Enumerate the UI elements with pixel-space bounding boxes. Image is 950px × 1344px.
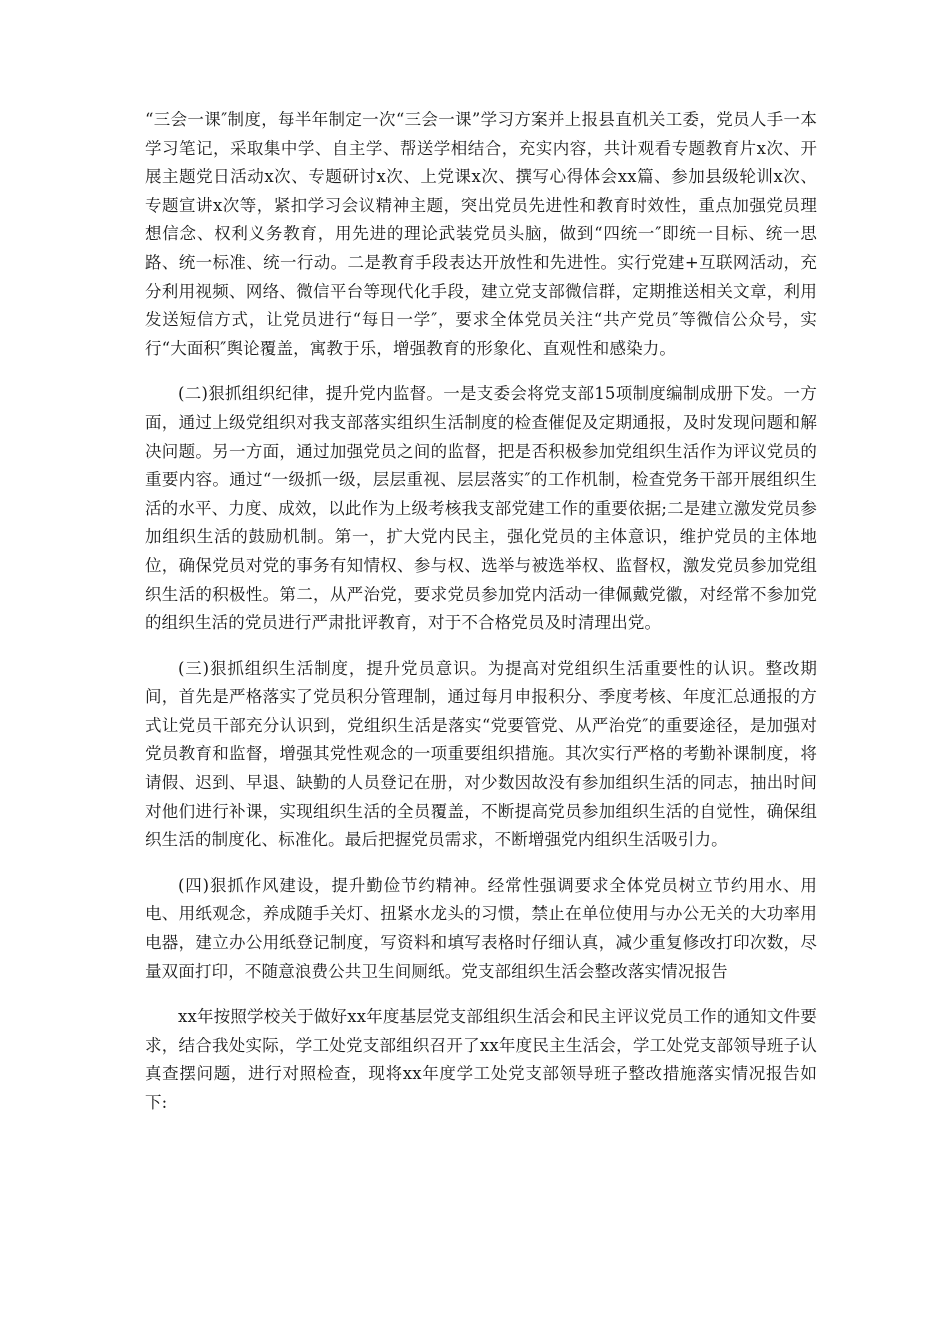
document-body [145,106,817,1135]
paragraph-work-style: (四)狠抓作风建设，提升勤俭节约精神。经常性强调要求全体党员树立节约用水、用电、用纸观念，养成随手关灯、扭紧水龙头的习惯，禁止在单位使用与办公无关的大功率用电器，建立办公用纸登记制度，写资料和填写表格时仔细认真，减少重复修改打印次数，尽量双面打印，不随意浪费公共卫生间厕纸。党支部组织生活会整改落实情况报告 [145,875,817,981]
paragraph-organization-discipline: (二)狠抓组织纪律，提升党内监督。一是支委会将党支部15项制度编制成册下发。一方面，通过上级党组织对我支部落实组织生活制度的检查催促及定期通报，及时发现问题和解决问题。另一方面，通过加强党员之间的监督，把是否积极参加党组织生活作为评议党员的重要内容。通过“一级抓一级，层层重视、层层落实″的工作机制，检查党务干部开展组织生活的水平、力度、成效，以此作为上级考核我支部党建工作的重要依据;二是建立激发党员参加组织生活的鼓励机制。第一，扩大党内民主，强化党员的主体意识，维护党员的主体地位，确保党员对党的事务有知情权、参与权、选举与被选举权、监督权，激发党员参加党组织生活的积极性。第二，从严治党，要求党员参加党内活动一律佩戴党徽，对经常不参加党的组织生活的党员进行严肃批评教育，对于不合格党员及时清理出党。 [145,384,817,633]
paragraph-sanhui-yike: “三会一课″制度，每半年制定一次“三会一课”学习方案并上报县直机关工委，党员人手一本学习笔记，采取集中学、自主学、帮送学相结合，充实内容，共计观看专题教育片x次、开展主题党日活动x次、专题研讨x次、上党课x次、撰写心得体会xx篇、参加县级轮训x次、专题宣讲x次等，紧扣学习会议精神主题，突出党员先进性和教育时效性，重点加强党员理想信念、权利义务教育，用先进的理论武装党员头脑，做到“四统一″即统一目标、统一思路、统一标准、统一行动。二是教育手段表达开放性和先进性。实行党建+互联网活动，充分利用视频、网络、微信平台等现代化手段，建立党支部微信群，定期推送相关文章，利用发送短信方式，让党员进行“每日一学″，要求全体党员关注“共产党员″等微信公众号，实行“大面积″舆论覆盖，寓教于乐，增强教育的形象化、直观性和感染力。 [145,110,817,358]
paragraph-organization-life-system: (三)狠抓组织生活制度，提升党员意识。为提高对党组织生活重要性的认识。整改期间，首先是严格落实了党员积分管理制，通过每月申报积分、季度考核、年度汇总通报的方式让党员干部充分认识到，党组织生活是落实“党要管党、从严治党″的重要途径，是加强对党员教育和监督，增强其党性观念的一项重要组织措施。其次实行严格的考勤补课制度，将请假、迟到、早退、缺勤的人员登记在册，对少数因故没有参加组织生活的同志，抽出时间对他们进行补课，实现组织生活的全员覆盖，不断提高党员参加组织生活的自觉性，确保组织生活的制度化、标准化。最后把握党员需求，不断增强党内组织生活吸引力。 [145,658,817,850]
paragraph-report-intro: xx年按照学校关于做好xx年度基层党支部组织生活会和民主评议党员工作的通知文件要求，结合我处实际，学工处党支部组织召开了xx年度民主生活会，学工处党支部领导班子认真查摆问题，进行对照检查，现将xx年度学工处党支部领导班子整改措施落实情况报告如下: [145,1007,817,1112]
